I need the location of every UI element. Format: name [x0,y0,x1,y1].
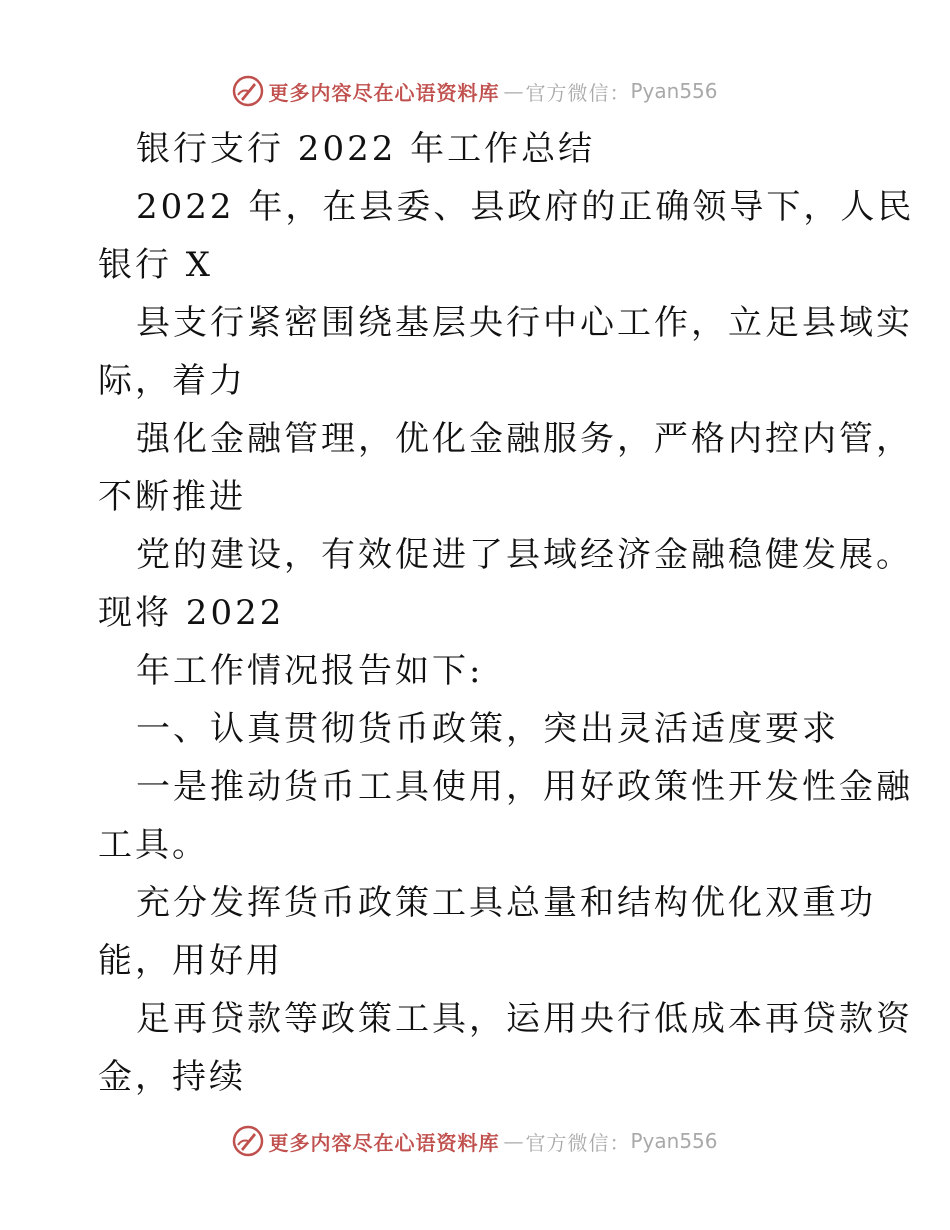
watermark-brand: 更多内容尽在心语资料库 [268,80,500,105]
paragraph-line: 足再贷款等政策工具，运用央行低成本再贷款资 [136,999,913,1039]
watermark-label: 官方微信： [525,1130,631,1155]
document-title: 银行支行 2022 年工作总结 [136,129,596,169]
watermark-wechat-id: Pyan556 [630,79,718,103]
header-watermark [0,71,950,111]
watermark-separator: — [503,79,522,103]
paragraph-line: 金，持续 [98,1057,246,1097]
paragraph-line: 2022 年，在县委、县政府的正确领导下，人民 [136,187,915,227]
quill-logo-icon [232,1125,264,1157]
paragraph-line: 际，着力 [98,361,246,401]
watermark-label: 官方微信： [525,80,631,105]
paragraph-line: 不断推进 [98,477,246,517]
watermark-brand: 更多内容尽在心语资料库 [268,1130,500,1155]
section-heading: 一、认真贯彻货币政策，突出灵活适度要求 [136,709,839,749]
paragraph-line: 能，用好用 [98,941,283,981]
footer-watermark [0,1121,950,1161]
paragraph-line: 强化金融管理，优化金融服务，严格内控内管， [136,419,913,459]
watermark-separator: — [503,1129,522,1153]
paragraph-line: 党的建设，有效促进了县域经济金融稳健发展。 [136,535,913,575]
quill-logo-icon [232,75,264,107]
paragraph-line: 工具。 [98,825,209,865]
paragraph-line: 一是推动货币工具使用，用好政策性开发性金融 [136,767,913,807]
paragraph-line: 银行 X [98,245,214,285]
paragraph-line: 现将 2022 [98,593,285,633]
watermark-wechat-id: Pyan556 [630,1129,718,1153]
document-body [98,120,915,1106]
paragraph-line: 年工作情况报告如下: [136,651,484,691]
paragraph-line: 充分发挥货币政策工具总量和结构优化双重功 [136,883,876,923]
paragraph-line: 县支行紧密围绕基层央行中心工作，立足县域实 [136,303,913,343]
